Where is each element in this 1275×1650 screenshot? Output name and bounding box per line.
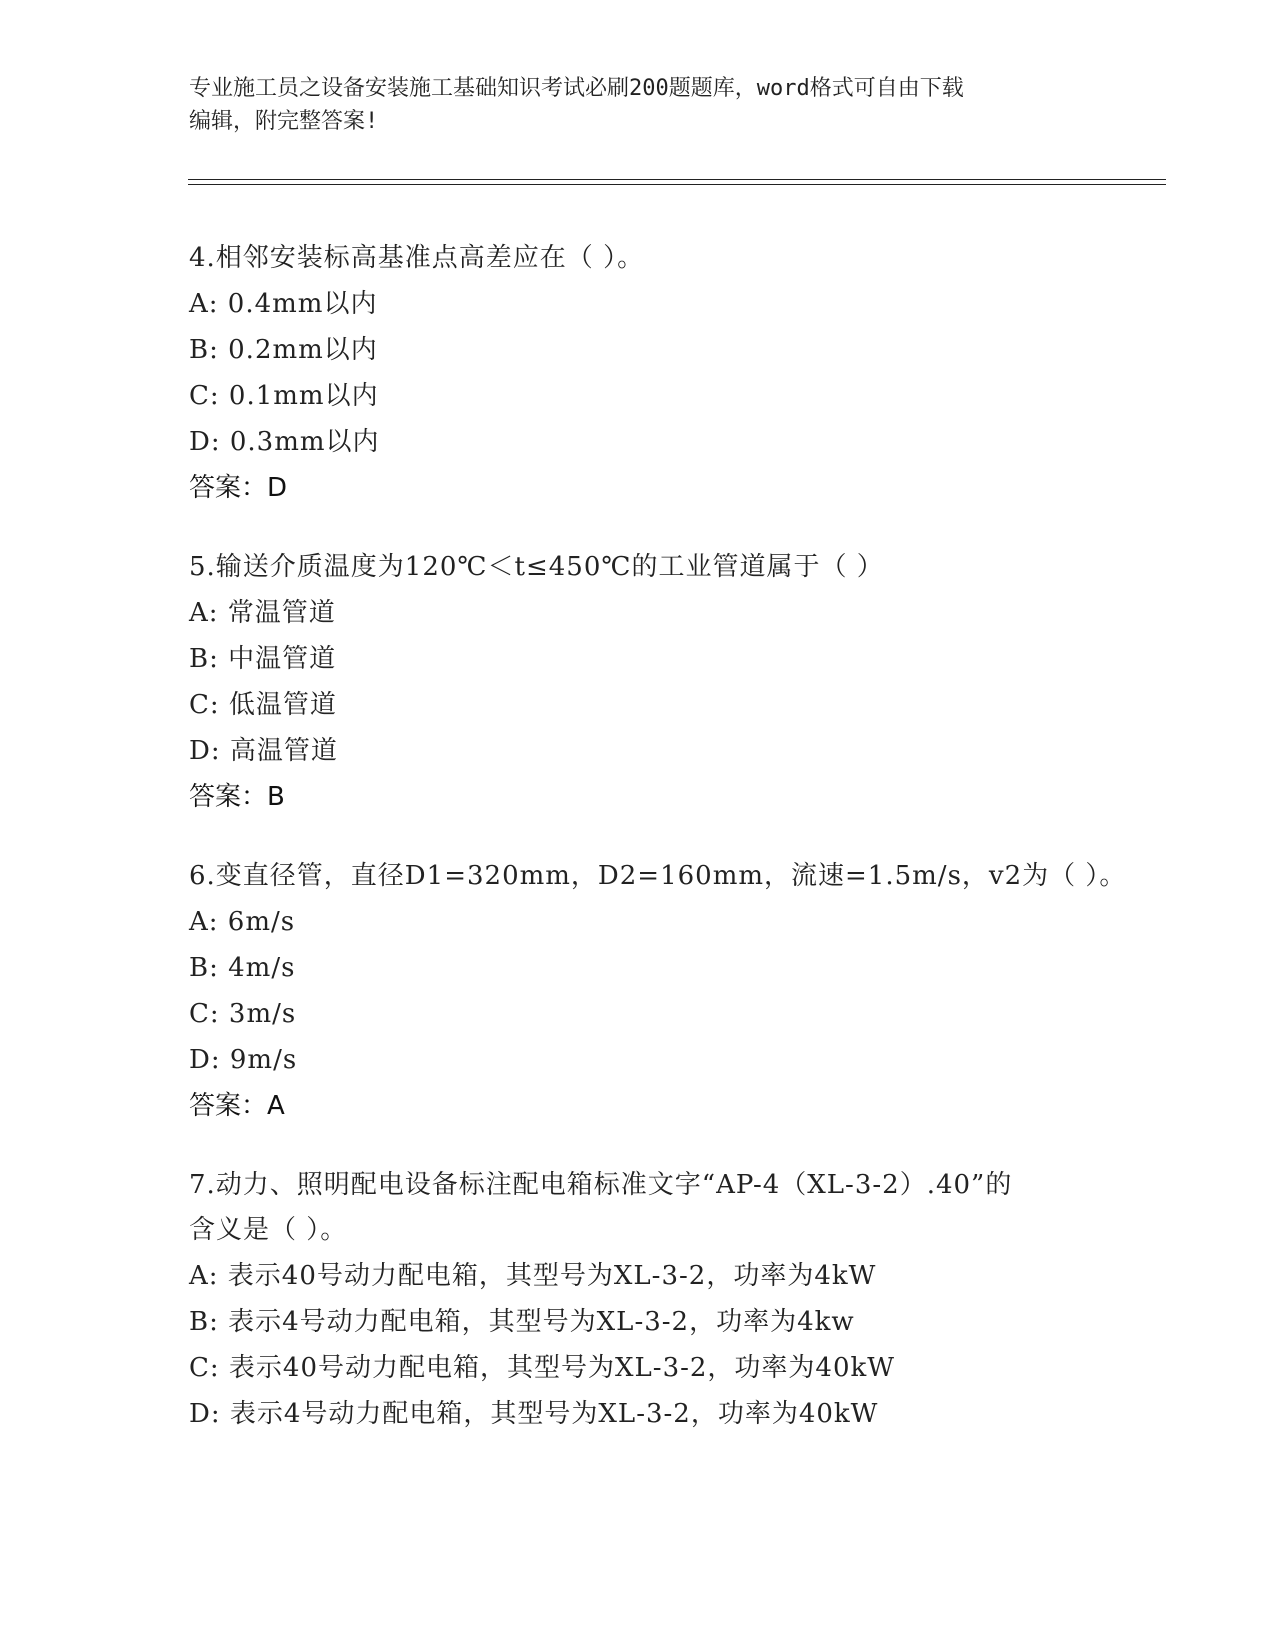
question-5 xyxy=(189,545,1149,820)
question-list xyxy=(189,236,1149,1471)
option-c: C: 3m/s xyxy=(189,999,297,1029)
question-6 xyxy=(189,854,1149,1129)
question-4 xyxy=(189,236,1149,511)
answer-label: 答案：B xyxy=(189,782,285,812)
header-rule-bottom xyxy=(188,184,1166,185)
option-c: C: 0.1mm以内 xyxy=(189,381,379,411)
option-d: D: 9m/s xyxy=(189,1045,298,1075)
document-header xyxy=(189,72,1089,138)
option-a: A: 常温管道 xyxy=(189,598,336,628)
option-d: D: 表示4号动力配电箱，其型号为XL-3-2，功率为40kW xyxy=(189,1399,879,1429)
option-a: A: 0.4mm以内 xyxy=(189,289,378,319)
option-b: B: 中温管道 xyxy=(189,644,337,674)
answer-label: 答案：D xyxy=(189,473,288,503)
option-b: B: 表示4号动力配电箱，其型号为XL-3-2，功率为4kw xyxy=(189,1307,855,1337)
question-stem: 4.相邻安装标高基准点高差应在（ ）。 xyxy=(189,243,645,273)
answer-label: 答案：A xyxy=(189,1091,285,1121)
option-c: C: 表示40号动力配电箱，其型号为XL-3-2，功率为40kW xyxy=(189,1353,895,1383)
option-b: B: 4m/s xyxy=(189,953,296,983)
option-d: D: 高温管道 xyxy=(189,736,338,766)
header-line-1: 专业施工员之设备安装施工基础知识考试必刷200题题库，word格式可自由下载 xyxy=(189,76,964,101)
question-stem-line-2: 含义是（ ）。 xyxy=(189,1215,348,1245)
question-stem-line-1: 7.动力、照明配电设备标注配电箱标准文字“AP-4（XL-3-2）.40”的 xyxy=(189,1170,1013,1200)
question-7 xyxy=(189,1163,1149,1437)
header-rule-top xyxy=(188,179,1166,180)
option-d: D: 0.3mm以内 xyxy=(189,427,380,457)
option-a: A: 表示40号动力配电箱，其型号为XL-3-2，功率为4kW xyxy=(189,1261,877,1291)
header-line-2: 编辑，附完整答案! xyxy=(189,109,379,134)
question-stem: 5.输送介质温度为120℃＜t≤450℃的工业管道属于（ ） xyxy=(189,552,884,582)
option-b: B: 0.2mm以内 xyxy=(189,335,378,365)
option-a: A: 6m/s xyxy=(189,907,296,937)
question-stem: 6.变直径管，直径D1=320mm，D2=160mm，流速=1.5m/s，v2为（ ）。 xyxy=(189,861,1127,891)
option-c: C: 低温管道 xyxy=(189,690,337,720)
